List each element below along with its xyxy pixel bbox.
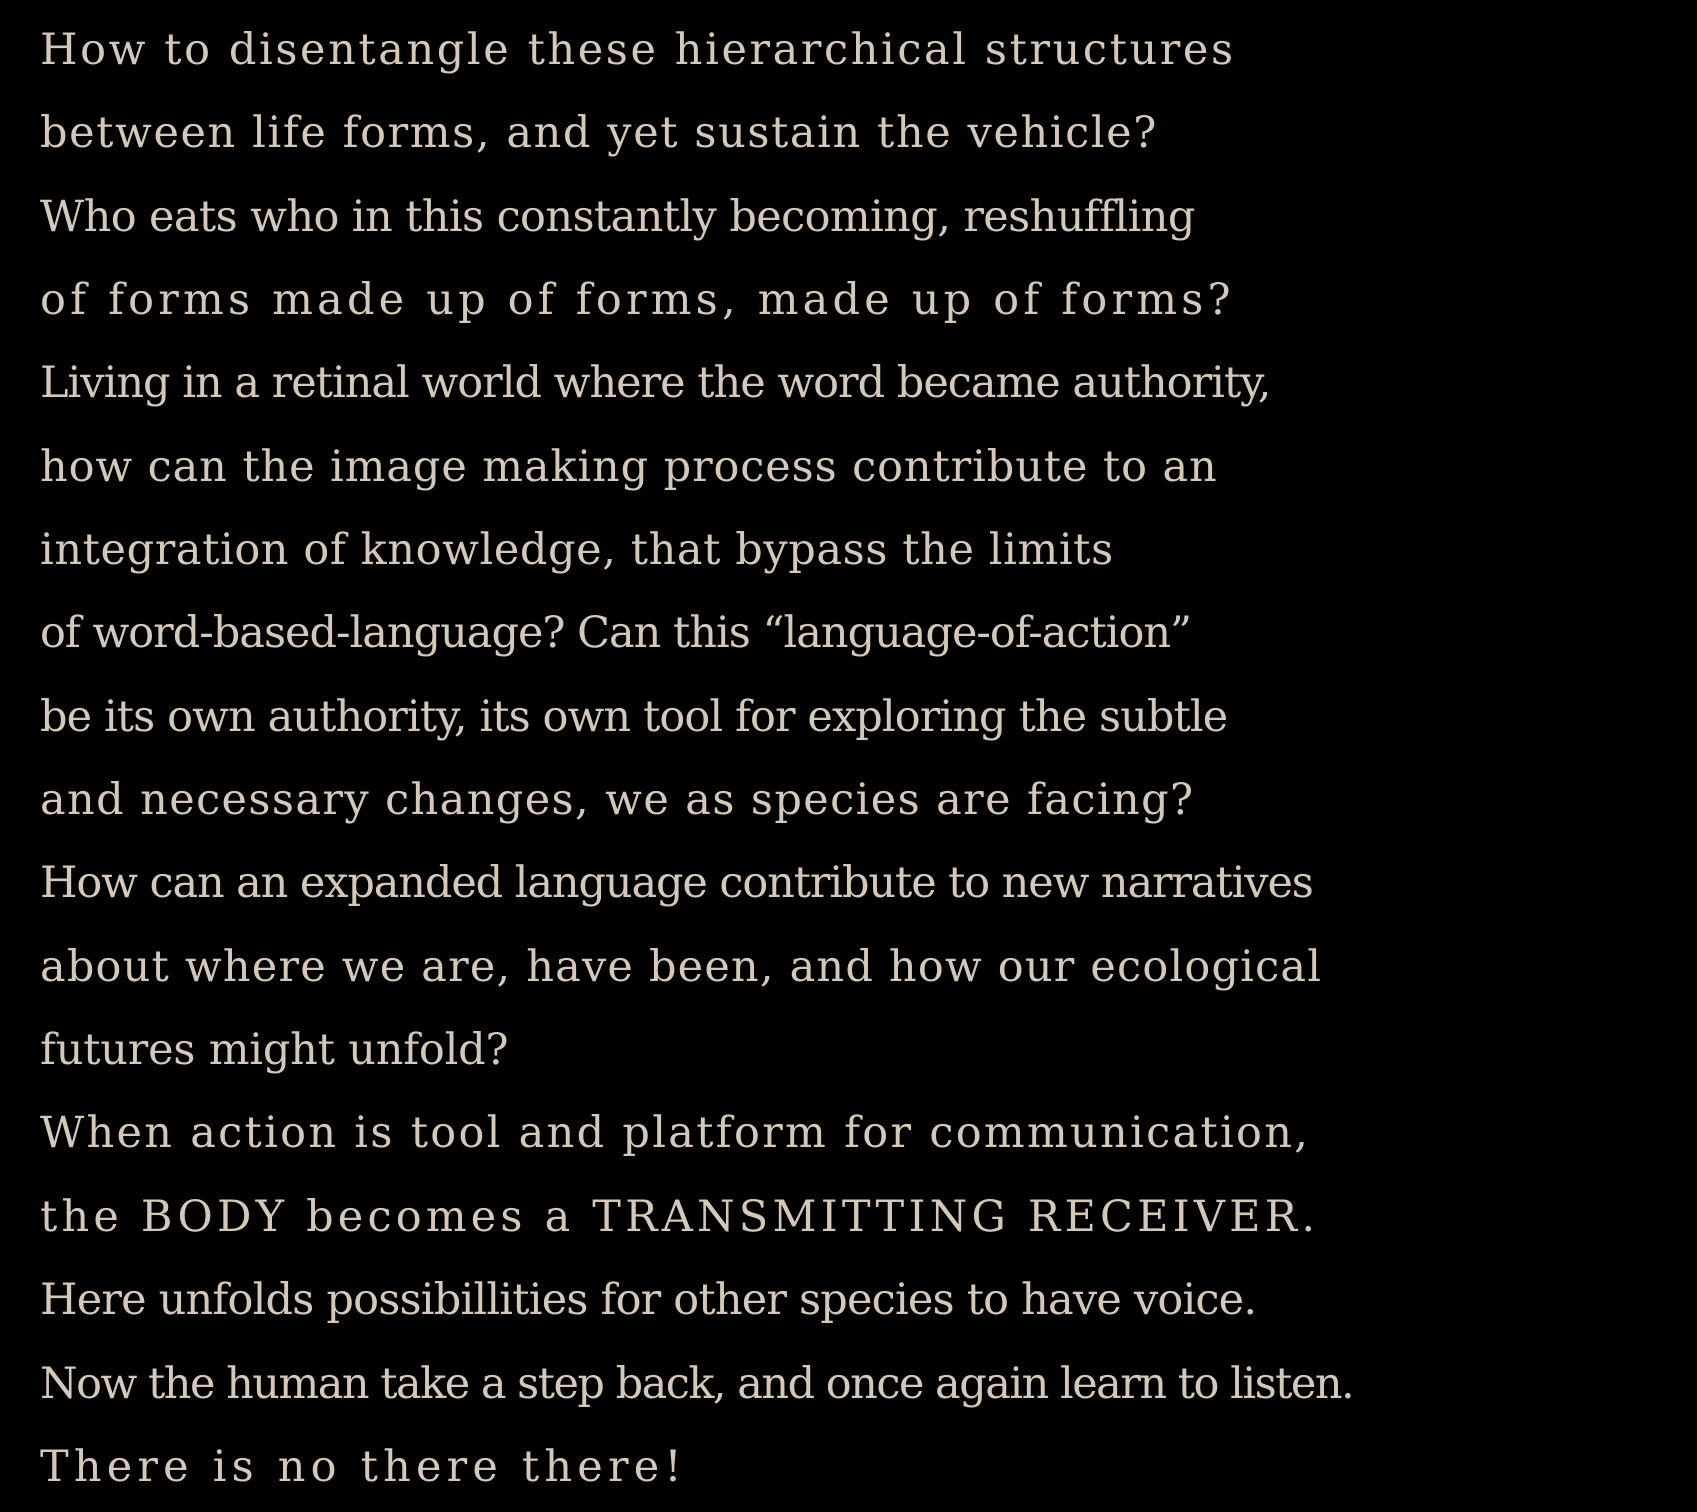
poem-line: be its own authority, its own tool for exploring the subtle (40, 691, 1228, 742)
poem-line: and necessary changes, we as species are facing? (40, 775, 1195, 826)
poem-line: between life forms, and yet sustain the vehicle? (40, 108, 1158, 159)
poem-line: of forms made up of forms, made up of forms? (40, 275, 1235, 326)
poem-line: Who eats who in this constantly becoming, reshuffling (40, 191, 1195, 242)
poem-line: Now the human take a step back, and once again learn to listen. (40, 1358, 1354, 1409)
poem-line: the BODY becomes a TRANSMITTING RECEIVER. (40, 1191, 1320, 1242)
poem-line: integration of knowledge, that bypass the limits (40, 525, 1114, 576)
poem-line: How can an expanded language contribute to new narratives (40, 858, 1313, 909)
poem-line: Living in a retinal world where the word became authority, (40, 358, 1271, 409)
poem-line: How to disentangle these hierarchical structures (40, 25, 1236, 75)
poem-line: about where we are, have been, and how our ecological (40, 941, 1323, 992)
poem-line: of word-based-language? Can this “language-of-action” (40, 608, 1192, 659)
poem-line: futures might unfold? (40, 1025, 509, 1076)
poem-line: When action is tool and platform for communication, (40, 1108, 1311, 1159)
poem-line: There is no there there! (40, 1441, 687, 1492)
poem-line: Here unfolds possibillities for other species to have voice. (40, 1275, 1257, 1326)
poem-line: how can the image making process contribute to an (40, 441, 1218, 492)
poem-text-block (40, 12, 1680, 1512)
